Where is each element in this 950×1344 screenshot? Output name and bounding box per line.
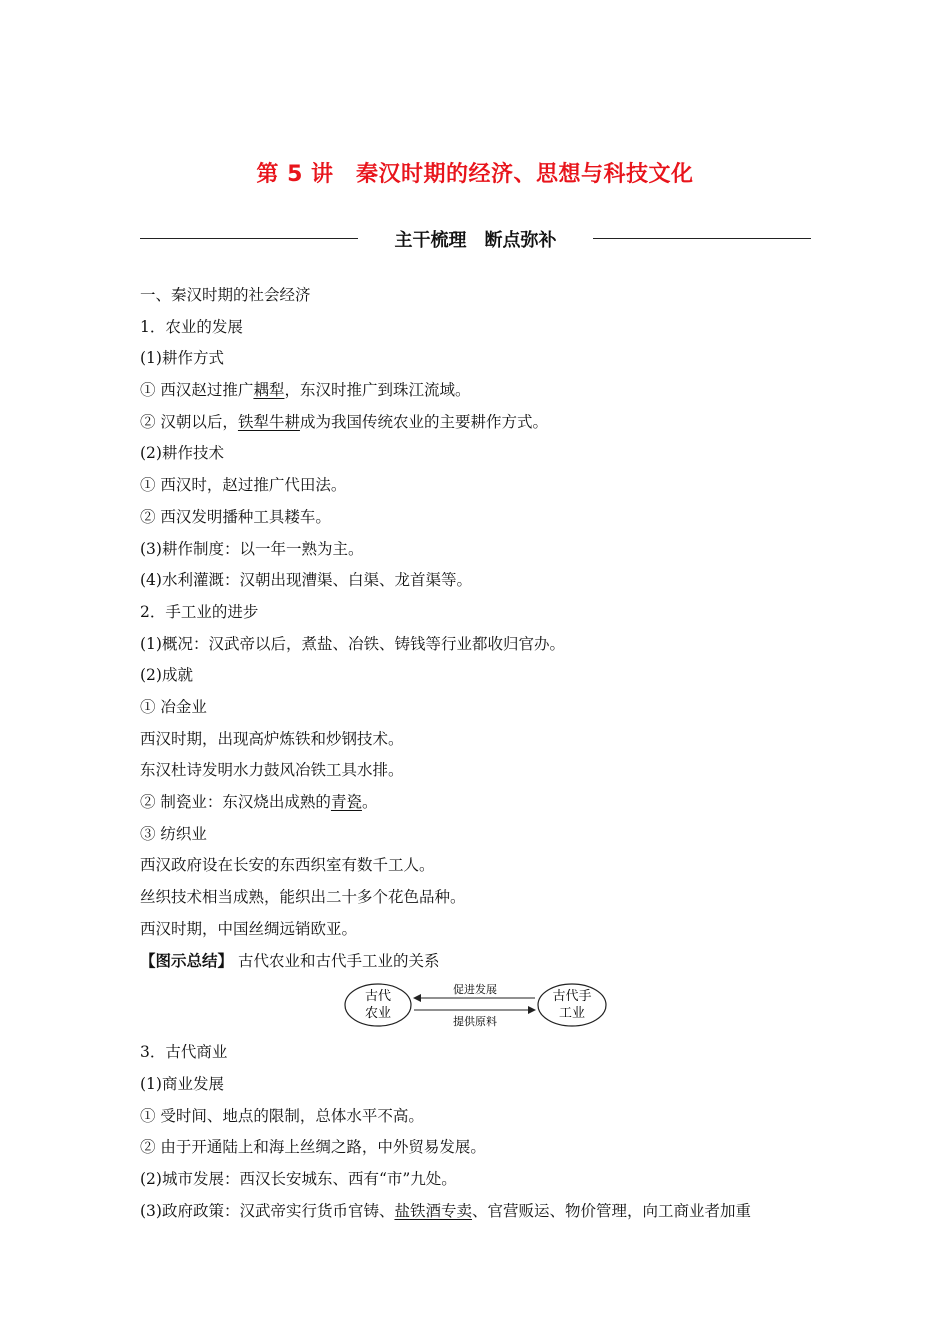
document-body [140, 280, 812, 1227]
node-agriculture-label-2: 农业 [364, 1006, 392, 1022]
underlined-term: 耦犁 [253, 381, 285, 400]
text-line: ② 由于开通陆上和海上丝绸之路，中外贸易发展。 [140, 1138, 486, 1157]
subheading-achievements: (2)成就 [140, 666, 193, 685]
text-line: ③ 纺织业 [140, 824, 207, 843]
heading-social-economy: 一、秦汉时期的社会经济 [140, 286, 311, 304]
subheading-farming-technique: (2)耕作技术 [140, 444, 224, 463]
text-line: (3)耕作制度：以一年一熟为主。 [140, 539, 364, 558]
underlined-term: 青瓷 [330, 793, 362, 811]
node-handicraft-label-1: 古代手 [552, 989, 592, 1005]
text-line: ① 西汉时，赵过推广代田法。 [140, 476, 347, 495]
node-handicraft-label-2: 工业 [558, 1006, 586, 1022]
text-line: 西汉时期，中国丝绸远销欧亚。 [140, 919, 358, 938]
page-title: 第 5 讲 秦汉时期的经济、思想与科技文化 [256, 162, 694, 187]
relationship-diagram [140, 977, 812, 1037]
text-line-iron-plough: ② 汉朝以后，铁犁牛耕成为我国传统农业的主要耕作方式。 [140, 412, 548, 431]
arrow-supply-label: 提供原料 [453, 1015, 497, 1029]
text-line: 西汉时期，出现高炉炼铁和炒钢技术。 [140, 729, 404, 748]
node-agriculture-label-1: 古代 [364, 989, 392, 1005]
header-rule-left [140, 238, 358, 239]
text-line-ougli: ① 西汉赵过推广耦犁，东汉时推广到珠江流域。 [140, 381, 471, 400]
text-line: ① 受时间、地点的限制，总体水平不高。 [140, 1106, 424, 1125]
heading-handicraft: 2．手工业的进步 [140, 602, 259, 621]
subheading-farming-method: (1)耕作方式 [140, 349, 224, 368]
text-line-policy: (3)政府政策：汉武帝实行货币官铸、盐铁酒专卖、官营贩运、物价管理，向工商业者加重 [140, 1201, 751, 1220]
header-rule-right [593, 238, 811, 239]
subheading-commerce-development: (1)商业发展 [140, 1074, 224, 1093]
text-line: 西汉政府设在长安的东西织室有数千工人。 [140, 856, 435, 875]
figure-caption-tag: 【图示总结】 [140, 951, 234, 971]
text-line: 东汉杜诗发明水力鼓风冶铁工具水排。 [140, 761, 404, 780]
text-line: (2)城市发展：西汉长安城东、西有“市”九处。 [140, 1169, 457, 1188]
relationship-diagram-svg [342, 979, 612, 1035]
section-header [140, 226, 811, 252]
text-line: 丝织技术相当成熟，能织出二十多个花色品种。 [140, 888, 466, 907]
text-line: ① 冶金业 [140, 697, 207, 716]
underlined-term: 铁犁牛耕 [237, 412, 300, 431]
section-header-label: 主干梳理 断点弥补 [394, 230, 557, 251]
arrow-promote-label: 促进发展 [453, 983, 497, 997]
heading-commerce: 3．古代商业 [140, 1043, 228, 1062]
heading-agriculture: 1．农业的发展 [140, 317, 243, 336]
figure-caption [140, 945, 812, 977]
text-line: (4)水利灌溉：汉朝出现漕渠、白渠、龙首渠等。 [140, 571, 472, 590]
text-line: (1)概况：汉武帝以后，煮盐、冶铁、铸钱等行业都收归官办。 [140, 634, 565, 653]
underlined-term: 盐铁酒专卖 [394, 1201, 472, 1220]
text-line-celadon: ② 制瓷业：东汉烧出成熟的青瓷。 [140, 793, 378, 811]
text-line: ② 西汉发明播种工具耧车。 [140, 507, 331, 526]
figure-caption-text: 古代农业和古代手工业的关系 [237, 952, 440, 971]
